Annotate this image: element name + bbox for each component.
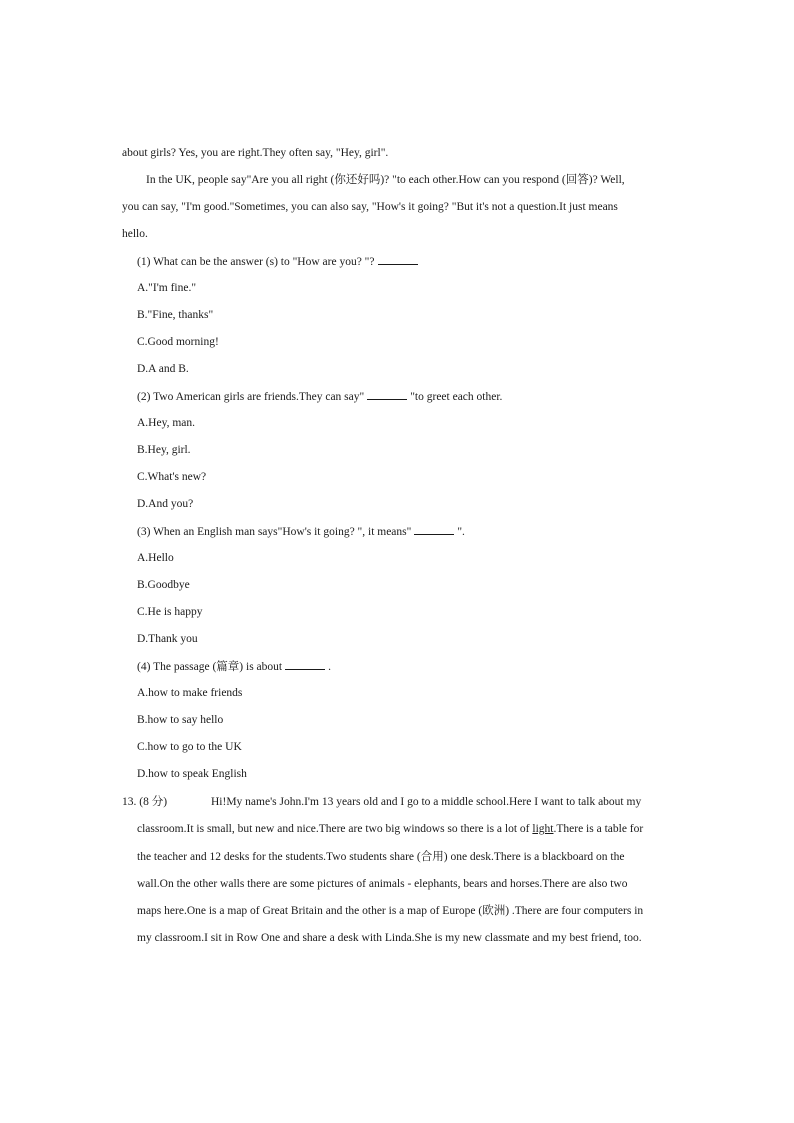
question-1-option-a: A."I'm fine." — [137, 282, 197, 294]
answer-blank — [378, 254, 418, 265]
answer-blank — [414, 524, 454, 535]
passage-line-4: hello. — [122, 228, 148, 240]
question-2-option-a: A.Hey, man. — [137, 417, 196, 429]
passage-line-3: you can say, "I'm good."Sometimes, you can also say, "How's it going? "But it's not a question.It just means — [122, 201, 618, 213]
underlined-word: light — [532, 823, 554, 835]
question-3-option-b: B.Goodbye — [137, 579, 190, 591]
question-13-line-5: maps here.One is a map of Great Britain and the other is a map of Europe (欧洲) .There are four computers in — [137, 905, 644, 917]
question-4-option-c: C.how to go to the UK — [137, 741, 242, 753]
question-13-line-1: Hi!My name's John.I'm 13 years old and I go to a middle school.Here I want to talk about my — [211, 796, 642, 808]
question-4-option-b: B.how to say hello — [137, 714, 224, 726]
question-2-option-d: D.And you? — [137, 498, 194, 510]
passage-line-1: about girls? Yes, you are right.They often say, "Hey, girl". — [122, 147, 389, 159]
question-1-option-d: D.A and B. — [137, 363, 189, 375]
passage-line-2: In the UK, people say"Are you all right (你还好吗)? "to each other.How can you respond (回答)? Well, — [146, 174, 625, 186]
question-1-option-b: B."Fine, thanks" — [137, 309, 214, 321]
question-2-option-b: B.Hey, girl. — [137, 444, 191, 456]
question-3-stem: (3) When an English man says"How's it going? ", it means" ". — [137, 526, 465, 538]
question-13-number: 13. (8 分) — [122, 796, 168, 808]
question-3-option-d: D.Thank you — [137, 633, 198, 645]
question-13-line-3: the teacher and 12 desks for the students.Two students share (合用) one desk.There is a blackboard on the — [137, 851, 625, 863]
question-13-line-6: my classroom.I sit in Row One and share a desk with Linda.She is my new classmate and my best friend, too. — [137, 932, 642, 944]
question-3-option-a: A.Hello — [137, 552, 174, 564]
question-13-line-2: classroom.It is small, but new and nice.There are two big windows so there is a lot of light.There is a table for — [137, 823, 644, 835]
answer-blank — [367, 389, 407, 400]
answer-blank — [285, 659, 325, 670]
question-1-option-c: C.Good morning! — [137, 336, 219, 348]
question-1-stem: (1) What can be the answer (s) to "How are you? "? — [137, 254, 421, 269]
question-13-line-4: wall.On the other walls there are some pictures of animals - elephants, bears and horses.There are also two — [137, 878, 628, 890]
question-2-stem: (2) Two American girls are friends.They can say" "to greet each other. — [137, 391, 503, 403]
question-4-option-d: D.how to speak English — [137, 768, 247, 780]
question-4-stem: (4) The passage (篇章) is about . — [137, 661, 331, 673]
question-3-option-c: C.He is happy — [137, 606, 203, 618]
question-4-option-a: A.how to make friends — [137, 687, 243, 699]
question-2-option-c: C.What's new? — [137, 471, 207, 483]
